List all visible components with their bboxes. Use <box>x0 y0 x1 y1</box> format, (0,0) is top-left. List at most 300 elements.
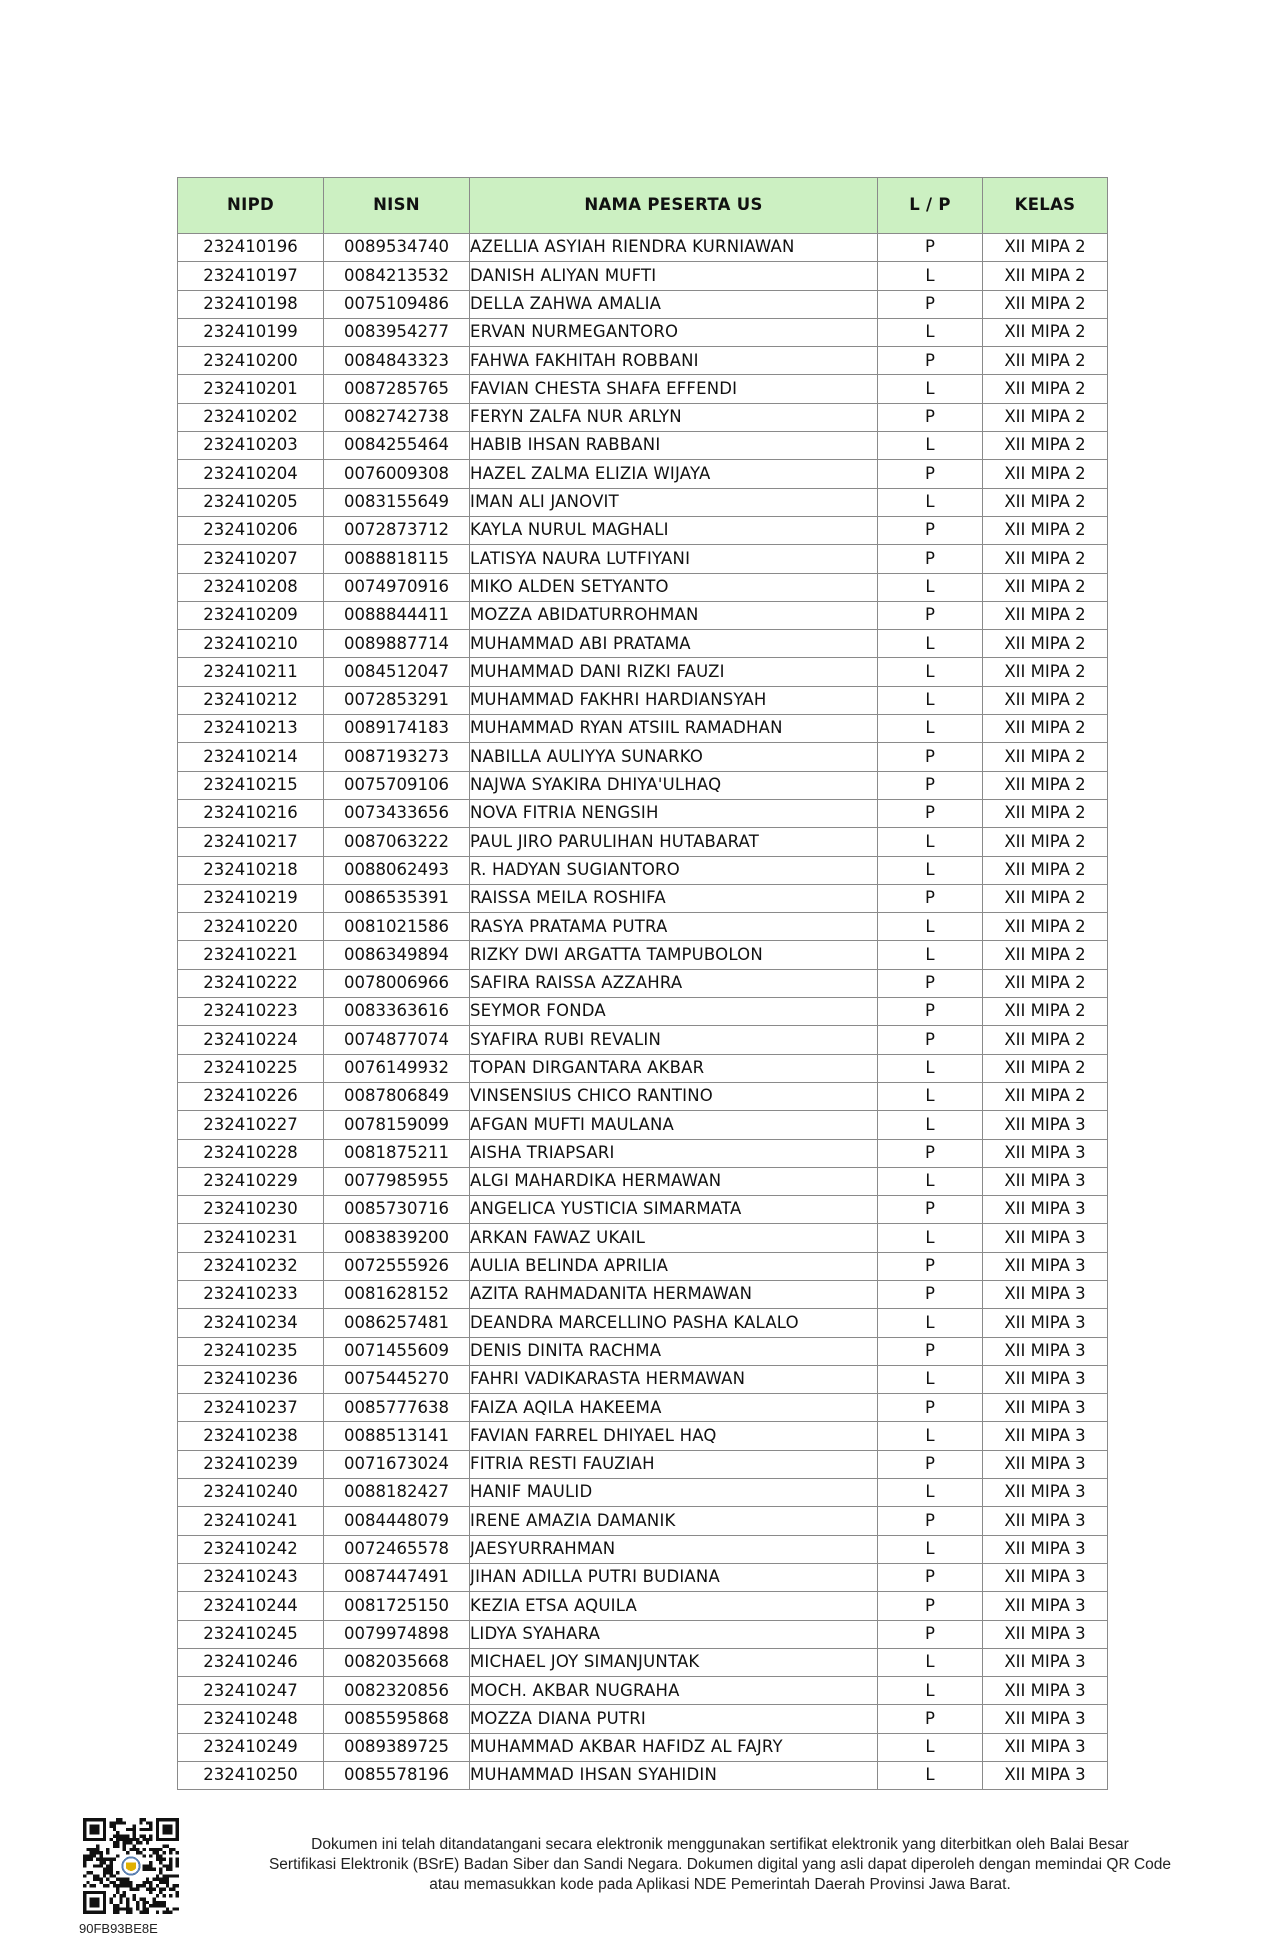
table-row <box>178 1252 1108 1280</box>
cell-class: XII MIPA 3 <box>983 1620 1108 1648</box>
cell-name: JIHAN ADILLA PUTRI BUDIANA <box>470 1563 878 1591</box>
table-row <box>178 1733 1108 1761</box>
header-nisn: NISN <box>324 178 470 234</box>
cell-nisn: 0085595868 <box>324 1705 470 1733</box>
cell-nisn: 0074970916 <box>324 573 470 601</box>
table-row <box>178 828 1108 856</box>
cell-nisn: 0075445270 <box>324 1365 470 1393</box>
cell-nipd: 232410201 <box>178 375 324 403</box>
cell-class: XII MIPA 3 <box>983 1677 1108 1705</box>
table-row <box>178 1705 1108 1733</box>
table-row <box>178 1479 1108 1507</box>
table-row <box>178 318 1108 346</box>
cell-gender: P <box>878 1705 983 1733</box>
cell-gender: L <box>878 262 983 290</box>
cell-nisn: 0082742738 <box>324 403 470 431</box>
cell-class: XII MIPA 2 <box>983 290 1108 318</box>
cell-name: PAUL JIRO PARULIHAN HUTABARAT <box>470 828 878 856</box>
cell-name: MOCH. AKBAR NUGRAHA <box>470 1677 878 1705</box>
cell-nipd: 232410231 <box>178 1224 324 1252</box>
signature-notice <box>220 1835 1220 1895</box>
cell-class: XII MIPA 3 <box>983 1167 1108 1195</box>
cell-nipd: 232410215 <box>178 771 324 799</box>
cell-nisn: 0086349894 <box>324 941 470 969</box>
notice-line: atau memasukkan kode pada Aplikasi NDE Pemerintah Daerah Provinsi Jawa Barat. <box>429 1876 1011 1893</box>
table-row <box>178 488 1108 516</box>
table-row <box>178 1224 1108 1252</box>
cell-nisn: 0089534740 <box>324 234 470 262</box>
cell-nisn: 0083839200 <box>324 1224 470 1252</box>
qr-code-icon <box>83 1818 179 1914</box>
cell-nipd: 232410238 <box>178 1422 324 1450</box>
cell-nisn: 0088844411 <box>324 601 470 629</box>
cell-gender: P <box>878 1252 983 1280</box>
cell-name: RIZKY DWI ARGATTA TAMPUBOLON <box>470 941 878 969</box>
cell-gender: P <box>878 545 983 573</box>
cell-name: MOZZA DIANA PUTRI <box>470 1705 878 1733</box>
cell-gender: P <box>878 516 983 544</box>
cell-nisn: 0086257481 <box>324 1309 470 1337</box>
cell-nisn: 0085777638 <box>324 1394 470 1422</box>
cell-gender: P <box>878 347 983 375</box>
cell-nisn: 0081021586 <box>324 913 470 941</box>
table-row <box>178 1139 1108 1167</box>
cell-nipd: 232410214 <box>178 743 324 771</box>
participant-table <box>177 177 1108 1790</box>
cell-gender: P <box>878 1139 983 1167</box>
header-name: NAMA PESERTA US <box>470 178 878 234</box>
cell-gender: L <box>878 1167 983 1195</box>
cell-gender: L <box>878 1111 983 1139</box>
cell-class: XII MIPA 2 <box>983 799 1108 827</box>
cell-gender: L <box>878 1733 983 1761</box>
cell-gender: P <box>878 601 983 629</box>
cell-class: XII MIPA 2 <box>983 969 1108 997</box>
cell-gender: L <box>878 1422 983 1450</box>
cell-name: MICHAEL JOY SIMANJUNTAK <box>470 1648 878 1676</box>
table-row <box>178 1450 1108 1478</box>
table-row <box>178 658 1108 686</box>
cell-nisn: 0086535391 <box>324 884 470 912</box>
table-row <box>178 1082 1108 1110</box>
cell-nipd: 232410234 <box>178 1309 324 1337</box>
cell-gender: P <box>878 1563 983 1591</box>
cell-gender: P <box>878 969 983 997</box>
cell-nipd: 232410224 <box>178 1026 324 1054</box>
cell-gender: P <box>878 1280 983 1308</box>
cell-class: XII MIPA 2 <box>983 630 1108 658</box>
cell-name: ALGI MAHARDIKA HERMAWAN <box>470 1167 878 1195</box>
cell-class: XII MIPA 3 <box>983 1563 1108 1591</box>
cell-class: XII MIPA 2 <box>983 403 1108 431</box>
table-row <box>178 771 1108 799</box>
table-row <box>178 1620 1108 1648</box>
cell-class: XII MIPA 2 <box>983 743 1108 771</box>
cell-gender: P <box>878 234 983 262</box>
cell-nipd: 232410204 <box>178 460 324 488</box>
cell-nisn: 0072465578 <box>324 1535 470 1563</box>
table-row <box>178 1394 1108 1422</box>
cell-nipd: 232410199 <box>178 318 324 346</box>
cell-nisn: 0078159099 <box>324 1111 470 1139</box>
table-row <box>178 460 1108 488</box>
cell-name: AFGAN MUFTI MAULANA <box>470 1111 878 1139</box>
cell-nipd: 232410219 <box>178 884 324 912</box>
cell-nisn: 0073433656 <box>324 799 470 827</box>
table-row <box>178 573 1108 601</box>
cell-gender: L <box>878 375 983 403</box>
table-row <box>178 375 1108 403</box>
cell-class: XII MIPA 2 <box>983 234 1108 262</box>
cell-nipd: 232410248 <box>178 1705 324 1733</box>
cell-name: VINSENSIUS CHICO RANTINO <box>470 1082 878 1110</box>
cell-nisn: 0081725150 <box>324 1592 470 1620</box>
cell-nisn: 0078006966 <box>324 969 470 997</box>
cell-nisn: 0088818115 <box>324 545 470 573</box>
cell-nipd: 232410240 <box>178 1479 324 1507</box>
cell-gender: L <box>878 658 983 686</box>
cell-gender: L <box>878 715 983 743</box>
cell-gender: P <box>878 1196 983 1224</box>
cell-gender: L <box>878 488 983 516</box>
cell-name: FAVIAN CHESTA SHAFA EFFENDI <box>470 375 878 403</box>
table-row <box>178 941 1108 969</box>
cell-nipd: 232410229 <box>178 1167 324 1195</box>
cell-nipd: 232410203 <box>178 432 324 460</box>
cell-nipd: 232410230 <box>178 1196 324 1224</box>
cell-nisn: 0072873712 <box>324 516 470 544</box>
cell-name: MOZZA ABIDATURROHMAN <box>470 601 878 629</box>
cell-nisn: 0071455609 <box>324 1337 470 1365</box>
cell-nisn: 0085730716 <box>324 1196 470 1224</box>
cell-nipd: 232410202 <box>178 403 324 431</box>
cell-nipd: 232410227 <box>178 1111 324 1139</box>
cell-nisn: 0083155649 <box>324 488 470 516</box>
cell-name: DEANDRA MARCELLINO PASHA KALALO <box>470 1309 878 1337</box>
table-row <box>178 1592 1108 1620</box>
cell-name: MIKO ALDEN SETYANTO <box>470 573 878 601</box>
header-class: KELAS <box>983 178 1108 234</box>
cell-name: IRENE AMAZIA DAMANIK <box>470 1507 878 1535</box>
cell-gender: P <box>878 1507 983 1535</box>
cell-nipd: 232410250 <box>178 1762 324 1790</box>
cell-gender: P <box>878 460 983 488</box>
cell-nipd: 232410220 <box>178 913 324 941</box>
cell-gender: L <box>878 1762 983 1790</box>
cell-name: AULIA BELINDA APRILIA <box>470 1252 878 1280</box>
cell-nisn: 0082035668 <box>324 1648 470 1676</box>
table-header-row <box>178 178 1108 234</box>
table-row <box>178 969 1108 997</box>
cell-class: XII MIPA 2 <box>983 460 1108 488</box>
cell-gender: L <box>878 941 983 969</box>
cell-nisn: 0087285765 <box>324 375 470 403</box>
table-row <box>178 998 1108 1026</box>
cell-name: MUHAMMAD DANI RIZKI FAUZI <box>470 658 878 686</box>
cell-class: XII MIPA 2 <box>983 828 1108 856</box>
cell-gender: P <box>878 884 983 912</box>
cell-class: XII MIPA 3 <box>983 1394 1108 1422</box>
cell-class: XII MIPA 2 <box>983 913 1108 941</box>
cell-class: XII MIPA 3 <box>983 1139 1108 1167</box>
cell-name: MUHAMMAD RYAN ATSIIL RAMADHAN <box>470 715 878 743</box>
cell-nisn: 0072555926 <box>324 1252 470 1280</box>
cell-nisn: 0084255464 <box>324 432 470 460</box>
cell-nipd: 232410209 <box>178 601 324 629</box>
cell-nisn: 0088182427 <box>324 1479 470 1507</box>
cell-class: XII MIPA 3 <box>983 1365 1108 1393</box>
cell-class: XII MIPA 2 <box>983 262 1108 290</box>
table-body <box>178 234 1108 1790</box>
cell-gender: L <box>878 573 983 601</box>
cell-name: SAFIRA RAISSA AZZAHRA <box>470 969 878 997</box>
table-row <box>178 1026 1108 1054</box>
cell-nisn: 0087193273 <box>324 743 470 771</box>
cell-name: R. HADYAN SUGIANTORO <box>470 856 878 884</box>
cell-name: ARKAN FAWAZ UKAIL <box>470 1224 878 1252</box>
cell-name: AISHA TRIAPSARI <box>470 1139 878 1167</box>
cell-class: XII MIPA 2 <box>983 856 1108 884</box>
cell-class: XII MIPA 2 <box>983 516 1108 544</box>
cell-nipd: 232410235 <box>178 1337 324 1365</box>
header-nipd: NIPD <box>178 178 324 234</box>
table-row <box>178 799 1108 827</box>
cell-nipd: 232410208 <box>178 573 324 601</box>
cell-nisn: 0075709106 <box>324 771 470 799</box>
cell-gender: L <box>878 913 983 941</box>
cell-class: XII MIPA 3 <box>983 1422 1108 1450</box>
cell-nipd: 232410216 <box>178 799 324 827</box>
cell-nipd: 232410211 <box>178 658 324 686</box>
cell-nipd: 232410210 <box>178 630 324 658</box>
table-row <box>178 1535 1108 1563</box>
cell-nisn: 0081628152 <box>324 1280 470 1308</box>
cell-class: XII MIPA 3 <box>983 1535 1108 1563</box>
cell-nisn: 0074877074 <box>324 1026 470 1054</box>
cell-name: FAHWA FAKHITAH ROBBANI <box>470 347 878 375</box>
cell-nipd: 232410217 <box>178 828 324 856</box>
cell-nisn: 0089174183 <box>324 715 470 743</box>
cell-class: XII MIPA 2 <box>983 1054 1108 1082</box>
cell-nipd: 232410237 <box>178 1394 324 1422</box>
table-row <box>178 234 1108 262</box>
cell-gender: L <box>878 1082 983 1110</box>
cell-class: XII MIPA 2 <box>983 884 1108 912</box>
cell-class: XII MIPA 3 <box>983 1733 1108 1761</box>
cell-class: XII MIPA 3 <box>983 1648 1108 1676</box>
cell-name: HAZEL ZALMA ELIZIA WIJAYA <box>470 460 878 488</box>
cell-gender: P <box>878 1620 983 1648</box>
cell-nipd: 232410241 <box>178 1507 324 1535</box>
cell-class: XII MIPA 3 <box>983 1450 1108 1478</box>
cell-gender: L <box>878 1309 983 1337</box>
cell-nisn: 0087447491 <box>324 1563 470 1591</box>
qr-code-label: 90FB93BE8E <box>79 1921 158 1936</box>
cell-nisn: 0079974898 <box>324 1620 470 1648</box>
table-row <box>178 1507 1108 1535</box>
cell-class: XII MIPA 3 <box>983 1111 1108 1139</box>
cell-nisn: 0088513141 <box>324 1422 470 1450</box>
table-row <box>178 1762 1108 1790</box>
cell-gender: L <box>878 318 983 346</box>
cell-class: XII MIPA 2 <box>983 573 1108 601</box>
cell-name: TOPAN DIRGANTARA AKBAR <box>470 1054 878 1082</box>
table-row <box>178 1054 1108 1082</box>
cell-nipd: 232410244 <box>178 1592 324 1620</box>
cell-nisn: 0089389725 <box>324 1733 470 1761</box>
cell-nipd: 232410196 <box>178 234 324 262</box>
cell-name: HANIF MAULID <box>470 1479 878 1507</box>
cell-nisn: 0083954277 <box>324 318 470 346</box>
cell-nipd: 232410246 <box>178 1648 324 1676</box>
header-gender: L / P <box>878 178 983 234</box>
cell-gender: L <box>878 686 983 714</box>
cell-nipd: 232410200 <box>178 347 324 375</box>
cell-nipd: 232410233 <box>178 1280 324 1308</box>
cell-nisn: 0087063222 <box>324 828 470 856</box>
table-row <box>178 856 1108 884</box>
cell-name: AZITA RAHMADANITA HERMAWAN <box>470 1280 878 1308</box>
table-row <box>178 1677 1108 1705</box>
cell-nipd: 232410213 <box>178 715 324 743</box>
cell-class: XII MIPA 3 <box>983 1507 1108 1535</box>
table-row <box>178 516 1108 544</box>
cell-nisn: 0081875211 <box>324 1139 470 1167</box>
cell-name: JAESYURRAHMAN <box>470 1535 878 1563</box>
cell-name: MUHAMMAD IHSAN SYAHIDIN <box>470 1762 878 1790</box>
cell-gender: P <box>878 1394 983 1422</box>
cell-gender: L <box>878 1677 983 1705</box>
cell-name: NABILLA AULIYYA SUNARKO <box>470 743 878 771</box>
table-row <box>178 686 1108 714</box>
cell-nisn: 0084512047 <box>324 658 470 686</box>
cell-class: XII MIPA 2 <box>983 432 1108 460</box>
cell-gender: P <box>878 290 983 318</box>
cell-class: XII MIPA 2 <box>983 715 1108 743</box>
table-row <box>178 1280 1108 1308</box>
cell-name: LATISYA NAURA LUTFIYANI <box>470 545 878 573</box>
notice-line: Dokumen ini telah ditandatangani secara elektronik menggunakan sertifikat elektronik yang diterbitkan oleh Balai Besar <box>311 1836 1129 1853</box>
cell-class: XII MIPA 3 <box>983 1224 1108 1252</box>
table-row <box>178 545 1108 573</box>
cell-class: XII MIPA 2 <box>983 1082 1108 1110</box>
cell-gender: L <box>878 1365 983 1393</box>
table-row <box>178 630 1108 658</box>
cell-name: RAISSA MEILA ROSHIFA <box>470 884 878 912</box>
cell-name: HABIB IHSAN RABBANI <box>470 432 878 460</box>
cell-gender: L <box>878 1648 983 1676</box>
cell-name: FERYN ZALFA NUR ARLYN <box>470 403 878 431</box>
cell-name: DELLA ZAHWA AMALIA <box>470 290 878 318</box>
table-row <box>178 290 1108 318</box>
cell-nisn: 0076149932 <box>324 1054 470 1082</box>
cell-name: SYAFIRA RUBI REVALIN <box>470 1026 878 1054</box>
cell-class: XII MIPA 3 <box>983 1196 1108 1224</box>
cell-name: ERVAN NURMEGANTORO <box>470 318 878 346</box>
cell-gender: L <box>878 828 983 856</box>
cell-nipd: 232410242 <box>178 1535 324 1563</box>
cell-gender: P <box>878 998 983 1026</box>
cell-nipd: 232410206 <box>178 516 324 544</box>
cell-nisn: 0089887714 <box>324 630 470 658</box>
table-row <box>178 1196 1108 1224</box>
cell-name: FAIZA AQILA HAKEEMA <box>470 1394 878 1422</box>
cell-class: XII MIPA 3 <box>983 1705 1108 1733</box>
cell-gender: L <box>878 630 983 658</box>
cell-nipd: 232410239 <box>178 1450 324 1478</box>
cell-name: NOVA FITRIA NENGSIH <box>470 799 878 827</box>
cell-class: XII MIPA 2 <box>983 318 1108 346</box>
cell-nipd: 232410218 <box>178 856 324 884</box>
cell-name: FAHRI VADIKARASTA HERMAWAN <box>470 1365 878 1393</box>
cell-class: XII MIPA 3 <box>983 1479 1108 1507</box>
cell-nisn: 0075109486 <box>324 290 470 318</box>
cell-nisn: 0085578196 <box>324 1762 470 1790</box>
cell-gender: L <box>878 1535 983 1563</box>
table-row <box>178 262 1108 290</box>
table-row <box>178 1167 1108 1195</box>
cell-name: RASYA PRATAMA PUTRA <box>470 913 878 941</box>
cell-nisn: 0084448079 <box>324 1507 470 1535</box>
cell-class: XII MIPA 3 <box>983 1309 1108 1337</box>
table-row <box>178 1337 1108 1365</box>
cell-nipd: 232410225 <box>178 1054 324 1082</box>
table-row <box>178 1111 1108 1139</box>
cell-name: MUHAMMAD FAKHRI HARDIANSYAH <box>470 686 878 714</box>
cell-nipd: 232410212 <box>178 686 324 714</box>
cell-gender: L <box>878 1479 983 1507</box>
cell-nipd: 232410249 <box>178 1733 324 1761</box>
cell-class: XII MIPA 2 <box>983 488 1108 516</box>
cell-nisn: 0088062493 <box>324 856 470 884</box>
cell-nipd: 232410198 <box>178 290 324 318</box>
table-row <box>178 1648 1108 1676</box>
cell-nipd: 232410222 <box>178 969 324 997</box>
table-row <box>178 1309 1108 1337</box>
cell-name: FAVIAN FARREL DHIYAEL HAQ <box>470 1422 878 1450</box>
cell-class: XII MIPA 2 <box>983 686 1108 714</box>
cell-nipd: 232410236 <box>178 1365 324 1393</box>
cell-class: XII MIPA 3 <box>983 1592 1108 1620</box>
cell-nisn: 0076009308 <box>324 460 470 488</box>
cell-nipd: 232410226 <box>178 1082 324 1110</box>
cell-name: FITRIA RESTI FAUZIAH <box>470 1450 878 1478</box>
cell-class: XII MIPA 3 <box>983 1252 1108 1280</box>
cell-nisn: 0071673024 <box>324 1450 470 1478</box>
cell-nipd: 232410228 <box>178 1139 324 1167</box>
cell-nisn: 0077985955 <box>324 1167 470 1195</box>
cell-name: SEYMOR FONDA <box>470 998 878 1026</box>
cell-class: XII MIPA 2 <box>983 545 1108 573</box>
cell-class: XII MIPA 2 <box>983 771 1108 799</box>
cell-nipd: 232410205 <box>178 488 324 516</box>
cell-gender: L <box>878 856 983 884</box>
cell-class: XII MIPA 2 <box>983 601 1108 629</box>
cell-name: LIDYA SYAHARA <box>470 1620 878 1648</box>
cell-nisn: 0072853291 <box>324 686 470 714</box>
cell-name: MUHAMMAD ABI PRATAMA <box>470 630 878 658</box>
cell-class: XII MIPA 2 <box>983 347 1108 375</box>
cell-gender: P <box>878 799 983 827</box>
cell-nipd: 232410221 <box>178 941 324 969</box>
cell-gender: L <box>878 1054 983 1082</box>
cell-class: XII MIPA 3 <box>983 1280 1108 1308</box>
cell-nisn: 0082320856 <box>324 1677 470 1705</box>
table-row <box>178 347 1108 375</box>
cell-name: MUHAMMAD AKBAR HAFIDZ AL FAJRY <box>470 1733 878 1761</box>
cell-name: KEZIA ETSA AQUILA <box>470 1592 878 1620</box>
cell-nipd: 232410207 <box>178 545 324 573</box>
